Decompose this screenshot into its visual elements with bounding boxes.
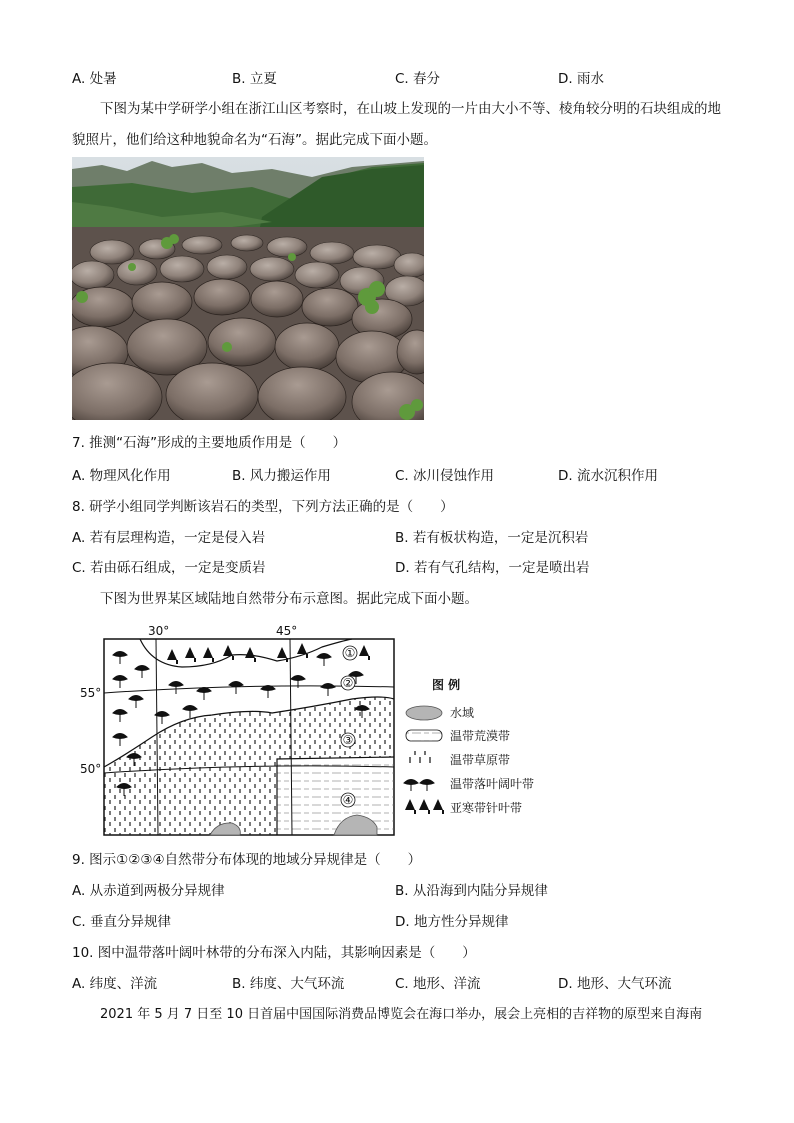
legend-desert: 温带荒漠带 bbox=[450, 729, 511, 743]
q9-option-c: C. 垂直分异规律 bbox=[72, 914, 172, 930]
q6-option-a: A. 处暑 bbox=[72, 71, 117, 87]
zone-label-2: ② bbox=[342, 676, 354, 690]
legend-broadleaf: 温带落叶阔叶带 bbox=[450, 777, 535, 791]
q10-options bbox=[72, 972, 732, 992]
q10-option-d: D. 地形、大气环流 bbox=[558, 976, 672, 992]
q10-option-a: A. 纬度、洋流 bbox=[72, 976, 158, 992]
legend-title: 图 例 bbox=[432, 678, 461, 692]
q8-stem: 8. 研学小组同学判断该岩石的类型，下列方法正确的是（ ） bbox=[72, 499, 454, 515]
q8-options-row1 bbox=[72, 526, 732, 546]
lon-label-30: 30° bbox=[148, 624, 170, 638]
intro-map: 下图为世界某区域陆地自然带分布示意图。据此完成下面小题。 bbox=[100, 591, 478, 607]
legend-conifer: 亚寒带针叶带 bbox=[450, 801, 523, 815]
intro-stone-sea: 下图为某中学研学小组在浙江山区考察时，在山坡上发现的一片由大小不等、棱角较分明的石块组成的地貌照片，他们给这种地貌命名为“石海”。据此完成下面小题。 bbox=[72, 101, 721, 148]
lat-label-55: 55° bbox=[80, 686, 102, 700]
q6-options bbox=[72, 67, 732, 87]
q7-option-c: C. 冰川侵蚀作用 bbox=[395, 468, 495, 484]
q6-option-d: D. 雨水 bbox=[558, 71, 604, 87]
q7-option-b: B. 风力搬运作用 bbox=[232, 468, 331, 484]
q6-option-c: C. 春分 bbox=[395, 71, 441, 87]
q6-option-b: B. 立夏 bbox=[232, 71, 277, 87]
q8-option-d: D. 若有气孔结构，一定是喷出岩 bbox=[395, 560, 590, 576]
q10-option-c: C. 地形、洋流 bbox=[395, 976, 481, 992]
q9-option-b: B. 从沿海到内陆分异规律 bbox=[395, 883, 548, 899]
q9-option-d: D. 地方性分异规律 bbox=[395, 914, 509, 930]
zone-label-1: ① bbox=[344, 646, 356, 660]
q9-options-row2 bbox=[72, 910, 732, 930]
q9-option-a: A. 从赤道到两极分异规律 bbox=[72, 883, 225, 899]
q10-stem: 10. 图中温带落叶阔叶林带的分布深入内陆，其影响因素是（ ） bbox=[72, 945, 476, 961]
q9-options-row1 bbox=[72, 879, 732, 899]
q7-option-d: D. 流水沉积作用 bbox=[558, 468, 658, 484]
stone-sea-photo bbox=[72, 157, 424, 420]
q8-options-row2 bbox=[72, 556, 732, 576]
q8-option-c: C. 若由砾石组成，一定是变质岩 bbox=[72, 560, 266, 576]
legend-water: 水域 bbox=[450, 706, 475, 720]
natural-zone-map bbox=[72, 617, 562, 839]
q7-option-a: A. 物理风化作用 bbox=[72, 468, 171, 484]
q7-options bbox=[72, 464, 732, 484]
q8-option-b: B. 若有板状构造，一定是沉积岩 bbox=[395, 530, 589, 546]
zone-label-3: ③ bbox=[342, 733, 354, 747]
q7-stem: 7. 推测“石海”形成的主要地质作用是（ ） bbox=[72, 435, 347, 451]
q10-option-b: B. 纬度、大气环流 bbox=[232, 976, 345, 992]
lon-label-45: 45° bbox=[276, 624, 298, 638]
intro-expo: 2021 年 5 月 7 日至 10 日首届中国国际消费品博览会在海口举办，展会上亮相的吉祥物的原型来自海南 bbox=[100, 1007, 703, 1022]
q8-option-a: A. 若有层理构造，一定是侵入岩 bbox=[72, 530, 266, 546]
lat-label-50: 50° bbox=[80, 762, 102, 776]
zone-label-4: ④ bbox=[342, 793, 354, 807]
legend-grassland: 温带草原带 bbox=[450, 753, 511, 767]
q9-stem: 9. 图示①②③④自然带分布体现的地域分异规律是（ ） bbox=[72, 852, 422, 868]
